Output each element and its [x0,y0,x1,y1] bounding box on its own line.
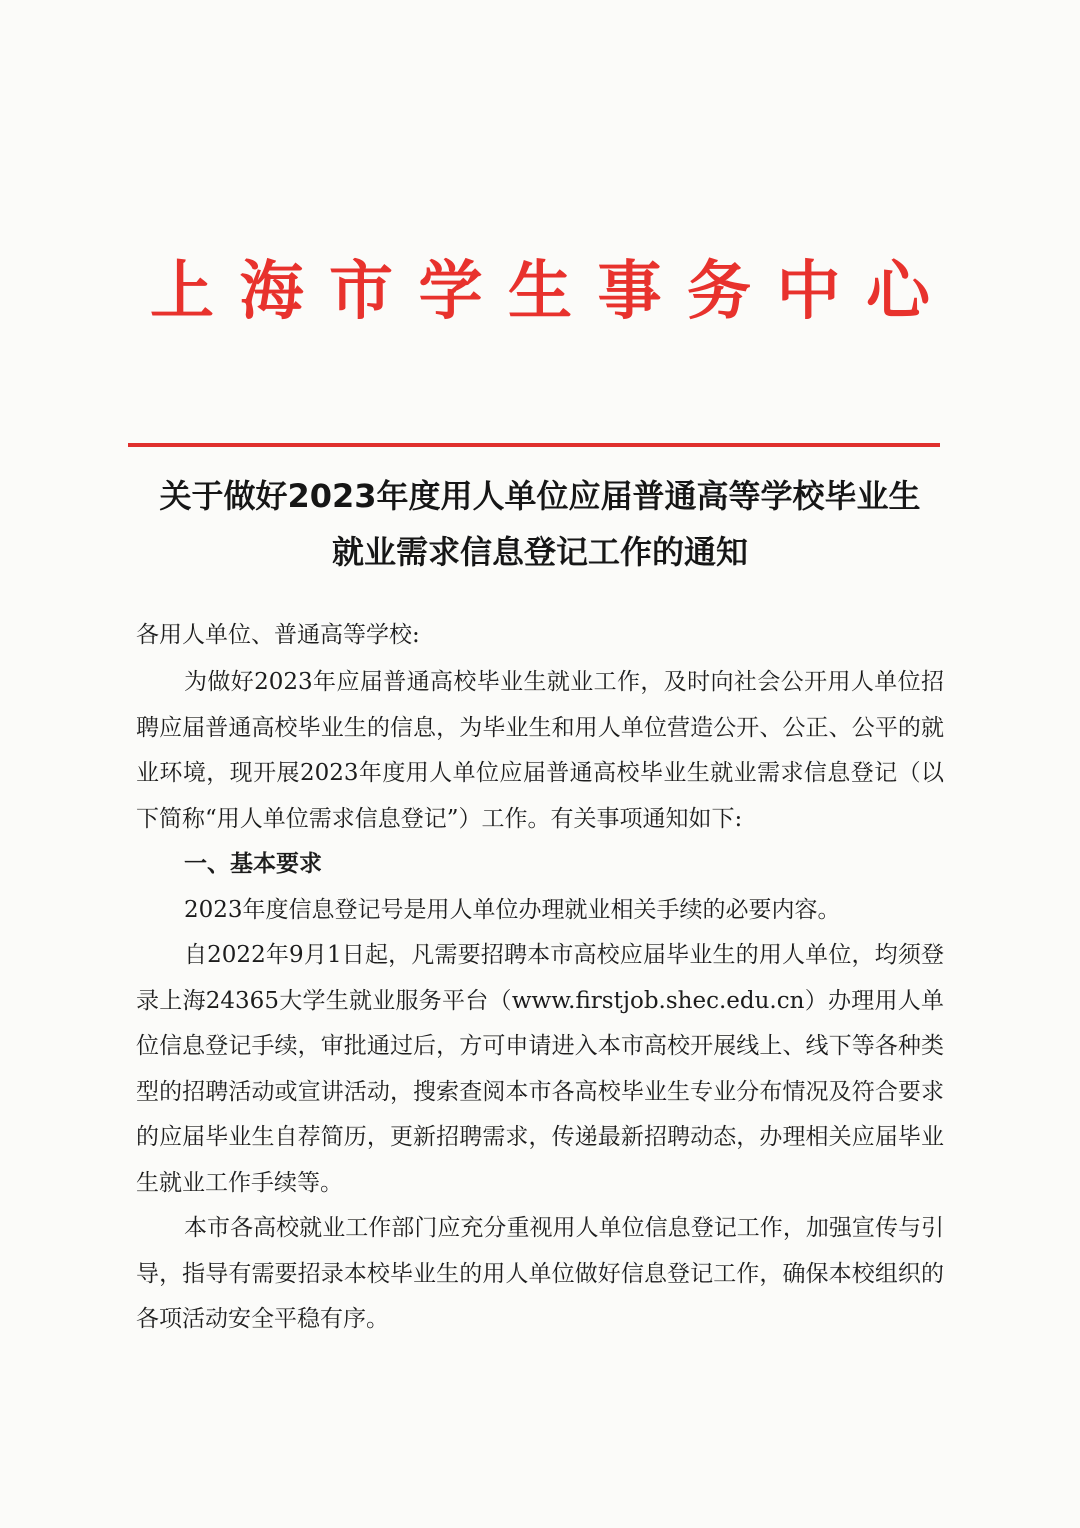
header-char: 学 [418,254,483,329]
title-line-1: 关于做好2023年度用人单位应届普通高等学校毕业生 [159,477,921,515]
header-char: 务 [687,254,751,329]
header-char: 生 [508,254,572,329]
header-char: 市 [329,254,393,329]
header-char: 海 [239,254,304,329]
header-char: 中 [776,254,841,329]
paragraph-intro: 为做好2023年应届普通高校毕业生就业工作，及时向社会公开用人单位招聘应届普通高校毕业生的信息，为毕业生和用人单位营造公开、公正、公平的就业环境，现开展2023年度用人单位应届普通高校毕业生就业需求信息登记（以下简称“用人单位需求信息登记”）工作。有关事项通知如下: [136,669,944,832]
header-char: 上 [150,254,214,329]
salutation: 各用人单位、普通高等学校: [136,622,420,648]
notice-body [136,660,944,1343]
paragraph-registration-procedure: 自2022年9月1日起，凡需要招聘本市高校应届毕业生的用人单位，均须登录上海24365大学生就业服务平台（www.firstjob.shec.edu.cn）办理用人单位信息登记手续，审批通过后，方可申请进入本市高校开展线上、线下等各种类型的招聘活动或宣讲活动，搜索查阅本市各高校毕业生专业分布情况及符合要求的应届毕业生自荐简历，更新招聘需求，传递最新招聘动态，办理相关应届毕业生就业工作手续等。 [136,942,944,1196]
red-divider-line [128,443,940,447]
header-char: 事 [597,254,662,329]
paragraph-registration-number: 2023年度信息登记号是用人单位办理就业相关手续的必要内容。 [184,896,841,923]
header-char: 心 [866,254,930,329]
title-line-2: 就业需求信息登记工作的通知 [331,533,748,571]
issuing-organization-header [150,240,930,332]
notice-title [100,468,980,580]
section-heading-basic-requirements: 一、基本要求 [184,851,322,877]
paragraph-university-duties: 本市各高校就业工作部门应充分重视用人单位信息登记工作，加强宣传与引导，指导有需要招录本校毕业生的用人单位做好信息登记工作，确保本校组织的各项活动安全平稳有序。 [136,1215,944,1332]
